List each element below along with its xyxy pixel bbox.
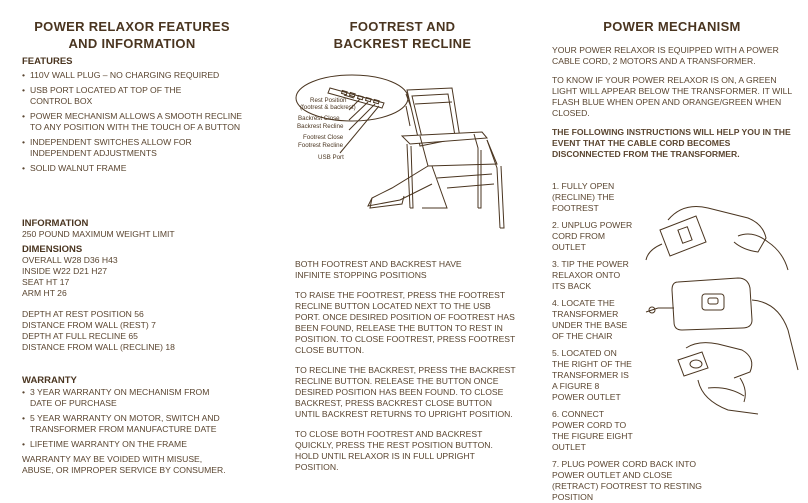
warranty-item: • 5 YEAR WARRANTY ON MOTOR, SWITCH AND TRANSFORMER FROM MANUFACTURE DATE <box>22 413 242 435</box>
middle-paragraph: BOTH FOOTREST AND BACKREST HAVE INFINITE STOPPING POSITIONS <box>295 259 462 280</box>
middle-paragraph: TO RAISE THE FOOTREST, PRESS THE FOOTREST RECLINE BUTTON LOCATED NEXT TO THE USB PORT. ONCE DESIRED POSITION OF FOOTREST HAS BEEN FOUND, RELEASE THE BUTTON TO REST IN POSITION. TO CLOSE FOOTREST, PRESS FOOTREST CLOSE BUTTON. <box>295 290 516 355</box>
step-item: 1. FULLY OPEN (RECLINE) THE FOOTREST <box>552 181 615 213</box>
feature-item: • INDEPENDENT SWITCHES ALLOW FOR INDEPENDENT ADJUSTMENTS <box>22 137 220 159</box>
middle-title <box>290 18 515 52</box>
warranty-list <box>22 387 242 450</box>
features-heading: FEATURES <box>22 56 73 67</box>
step-item: 7. PLUG POWER CORD BACK INTO POWER OUTLET AND CLOSE (RETRACT) FOOTREST TO RESTING POSITION <box>552 459 702 502</box>
warranty-heading: WARRANTY <box>22 375 77 386</box>
middle-title-line1: FOOTREST AND <box>349 19 456 34</box>
dimension-line: OVERALL W28 D36 H43 <box>22 255 118 265</box>
recliner-illustration <box>282 58 542 248</box>
label-backrest-recline: Backrest Recline <box>297 123 344 130</box>
information-text: 250 POUND MAXIMUM WEIGHT LIMIT <box>22 229 175 239</box>
dimension-line: ARM HT 26 <box>22 288 67 298</box>
dimension-line: SEAT HT 17 <box>22 277 70 287</box>
depth-line: DEPTH AT FULL RECLINE 65 <box>22 331 138 341</box>
middle-paragraph: TO CLOSE BOTH FOOTREST AND BACKREST QUICKLY, PRESS THE REST POSITION BUTTON. HOLD UNTIL RELAXOR IS IN FULL UPRIGHT POSITION. <box>295 429 493 472</box>
feature-item: • 110V WALL PLUG – NO CHARGING REQUIRED <box>22 70 242 81</box>
step-item: 2. UNPLUG POWER CORD FROM OUTLET <box>552 220 633 252</box>
feature-item: • SOLID WALNUT FRAME <box>22 163 242 174</box>
right-title: POWER MECHANISM <box>603 19 741 34</box>
label-footrest-close: Footrest Close <box>303 134 344 141</box>
step-item: 6. CONNECT POWER CORD TO THE FIGURE EIGHT OUTLET <box>552 409 633 452</box>
right-intro: YOUR POWER RELAXOR IS EQUIPPED WITH A POWER CABLE CORD, 2 MOTORS AND A TRANSFORMER. <box>552 45 779 66</box>
left-title <box>22 18 242 52</box>
middle-paragraph: TO RECLINE THE BACKREST, PRESS THE BACKREST RECLINE BUTTON. RELEASE THE BUTTON ONCE DESIRED POSITION HAS BEEN FOUND. TO CLOSE BACKREST, PRESS BACKREST CLOSE BUTTON UNTIL BACKREST RETURNS TO UPRIGHT POSITION. <box>295 365 516 419</box>
step-item: 4. LOCATE THE TRANSFORMER UNDER THE BASE OF THE CHAIR <box>552 298 628 341</box>
right-intro: TO KNOW IF YOUR POWER RELAXOR IS ON, A GREEN LIGHT WILL APPEAR BELOW THE TRANSFORMER. IT WILL FLASH BLUE WHEN OPEN AND ORANGE/GREEN WHEN CLOSED. <box>552 75 792 118</box>
label-footrest-recline: Footrest Recline <box>298 142 344 149</box>
left-title-line1: POWER RELAXOR FEATURES <box>34 19 230 34</box>
step-item: 3. TIP THE POWER RELAXOR ONTO ITS BACK <box>552 259 629 291</box>
step-item: 5. LOCATED ON THE RIGHT OF THE TRANSFORMER IS A FIGURE 8 POWER OUTLET <box>552 348 632 402</box>
label-rest-position-sub: (footrest & backrest) <box>300 104 356 111</box>
dimension-line: INSIDE W22 D21 H27 <box>22 266 108 276</box>
warranty-note: WARRANTY MAY BE VOIDED WITH MISUSE, ABUSE, OR IMPROPER SERVICE BY CONSUMER. <box>22 454 226 475</box>
middle-instructions <box>295 259 517 473</box>
label-backrest-close: Backrest Close <box>298 115 340 122</box>
warranty-item: • 3 YEAR WARRANTY ON MECHANISM FROM DATE OF PURCHASE <box>22 387 230 409</box>
information-heading: INFORMATION <box>22 218 89 229</box>
right-bold-note: THE FOLLOWING INSTRUCTIONS WILL HELP YOU IN THE EVENT THAT THE CABLE CORD BECOMES DISCONNECTED FROM THE TRANSFORMER. <box>552 127 791 159</box>
feature-item: • USB PORT LOCATED AT TOP OF THE CONTROL BOX <box>22 85 205 107</box>
depth-line: DISTANCE FROM WALL (REST) 7 <box>22 320 156 330</box>
depth-line: DEPTH AT REST POSITION 56 <box>22 309 144 319</box>
transformer-illustration <box>638 190 808 440</box>
dimensions-heading: DIMENSIONS <box>22 244 83 255</box>
label-rest-position: Rest Position <box>310 97 347 104</box>
left-title-line2: AND INFORMATION <box>68 36 196 51</box>
feature-item: • POWER MECHANISM ALLOWS A SMOOTH RECLINE TO ANY POSITION WITH THE TOUCH OF A BUTTON <box>22 111 242 133</box>
depth-line: DISTANCE FROM WALL (RECLINE) 18 <box>22 342 175 352</box>
features-list <box>22 70 242 174</box>
label-usb-port: USB Port <box>318 154 344 161</box>
warranty-item: • LIFETIME WARRANTY ON THE FRAME <box>22 439 242 450</box>
middle-title-line2: BACKREST RECLINE <box>333 36 472 51</box>
